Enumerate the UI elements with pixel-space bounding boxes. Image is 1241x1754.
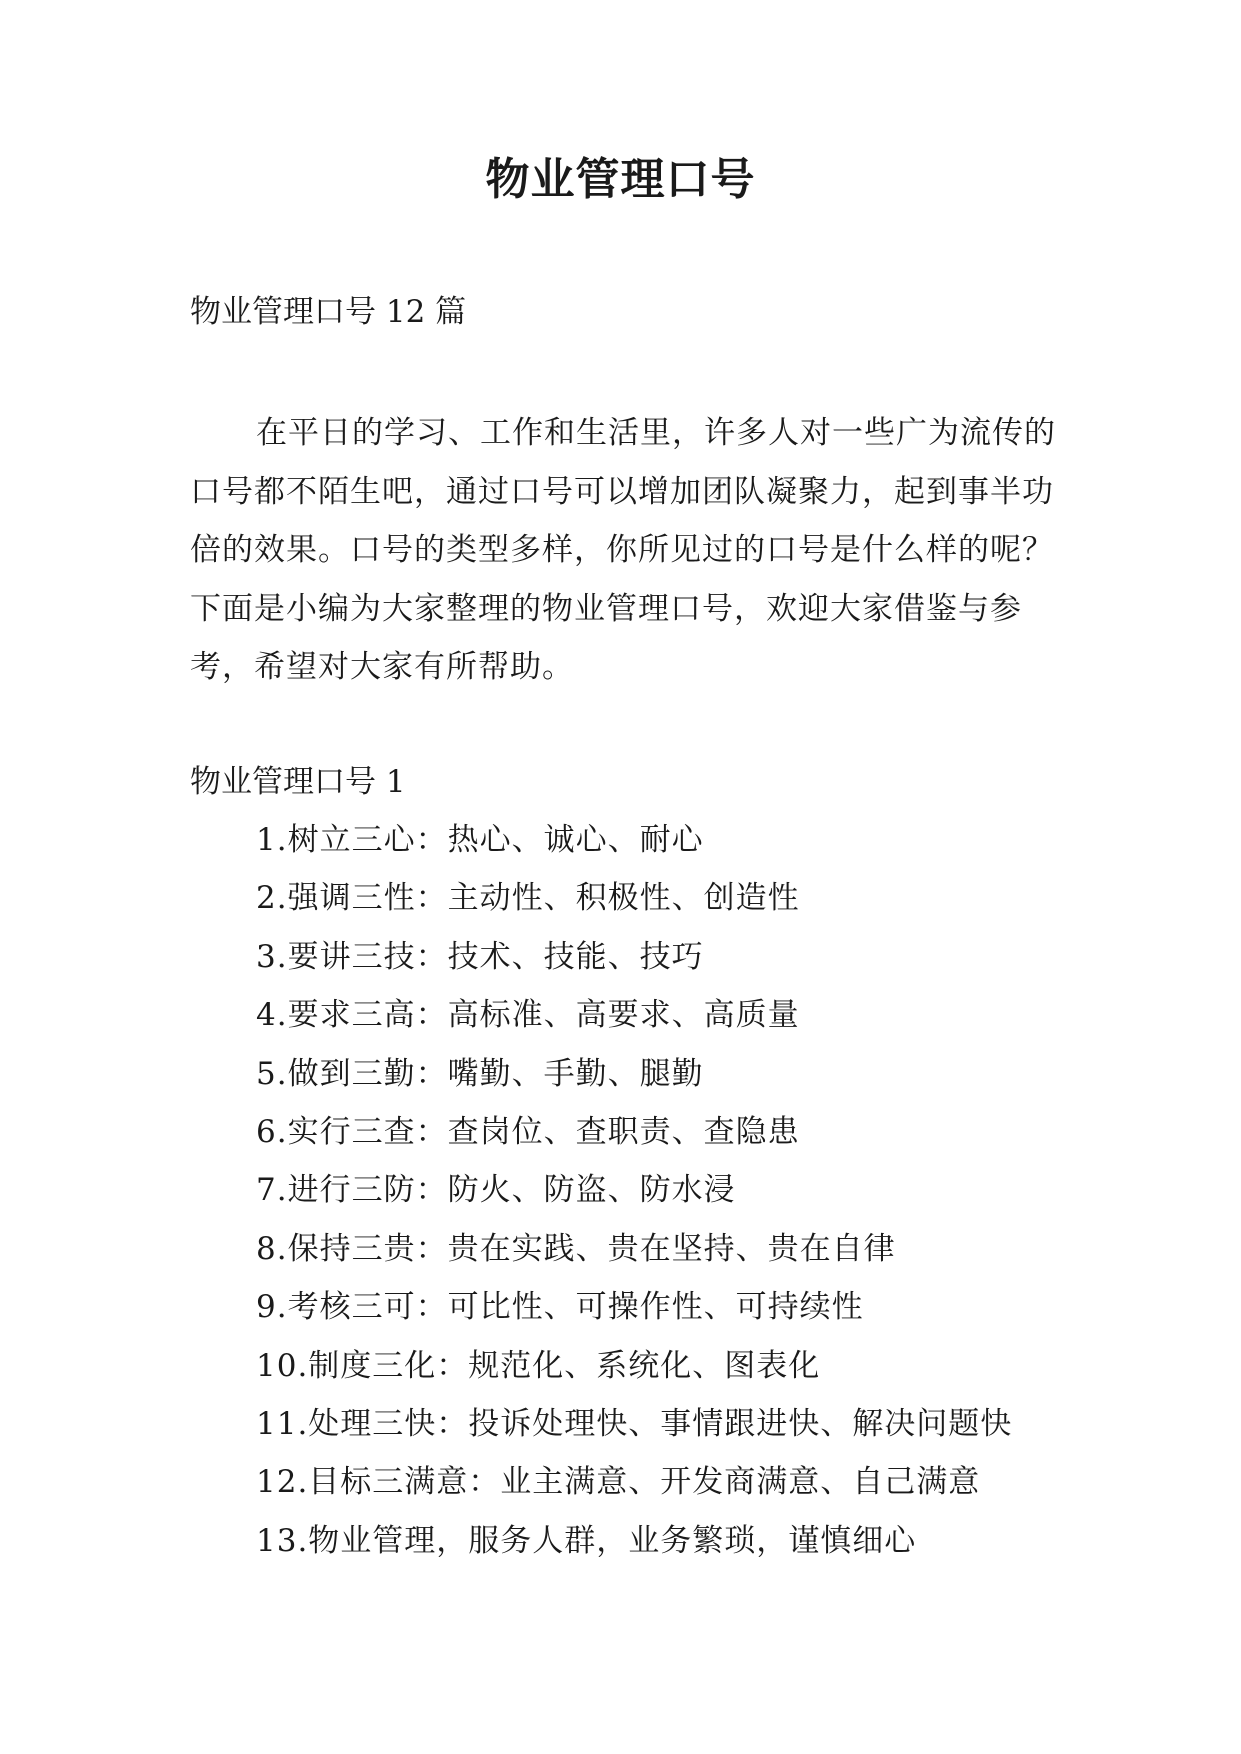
- document-subtitle: 物业管理口号 12 篇: [190, 294, 467, 330]
- list-item: 12.目标三满意：业主满意、开发商满意、自己满意: [256, 1464, 981, 1501]
- list-item: 5.做到三勤：嘴勤、手勤、腿勤: [256, 1055, 704, 1092]
- page-title: 物业管理口号: [485, 154, 756, 205]
- intro-paragraph: 在平日的学习、工作和生活里，许多人对一些广为流传的口号都不陌生吧，通过口号可以增加团队凝聚力，起到事半功倍的效果。口号的类型多样，你所见过的口号是什么样的呢？下面是小编为大家整理的物业管理口号，欢迎大家借鉴与参考，希望对大家有所帮助。: [190, 415, 1056, 685]
- slogan-list: [256, 818, 1012, 1577]
- list-item: 6.实行三查：查岗位、查职责、查隐患: [256, 1113, 800, 1150]
- list-item: 3.要讲三技：技术、技能、技巧: [256, 938, 704, 975]
- list-item: 11.处理三快：投诉处理快、事情跟进快、解决问题快: [256, 1405, 1013, 1442]
- list-item: 10.制度三化：规范化、系统化、图表化: [256, 1347, 821, 1384]
- list-item: 4.要求三高：高标准、高要求、高质量: [256, 997, 800, 1034]
- section-heading: 物业管理口号 1: [190, 764, 406, 800]
- list-item: 7.进行三防：防火、防盗、防水浸: [256, 1172, 736, 1209]
- list-item: 1.树立三心：热心、诚心、耐心: [256, 822, 704, 858]
- list-item: 2.强调三性：主动性、积极性、创造性: [256, 880, 800, 917]
- list-item: 8.保持三贵：贵在实践、贵在坚持、贵在自律: [256, 1230, 896, 1267]
- list-item: 9.考核三可：可比性、可操作性、可持续性: [256, 1289, 864, 1326]
- list-item: 13.物业管理，服务人群，业务繁琐，谨慎细心: [256, 1522, 917, 1559]
